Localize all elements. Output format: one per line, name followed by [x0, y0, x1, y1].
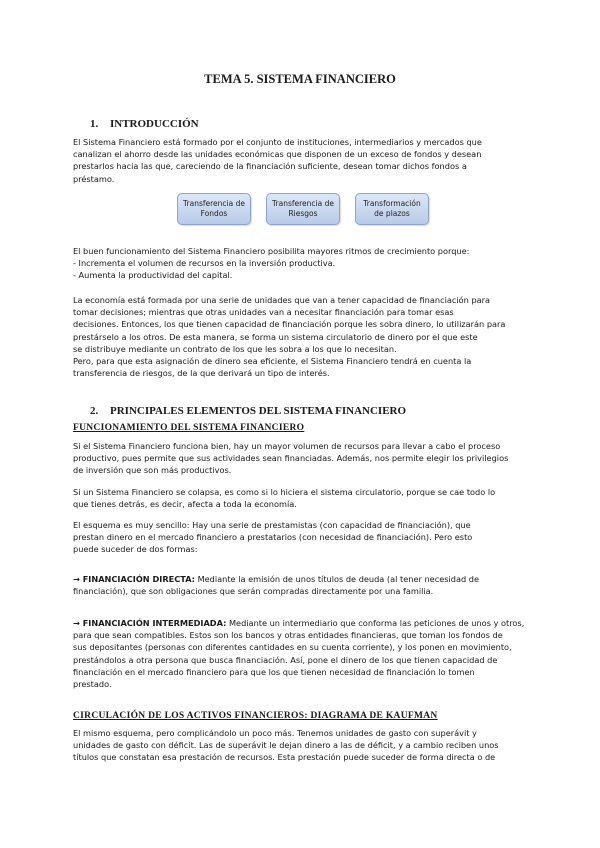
paragraph-good-functioning	[73, 440, 528, 477]
text-line: tomar decisiones; mientras que otras unidades van a necesitar financiación para tomar esas	[73, 307, 454, 318]
text-line: puede suceder de dos formas:	[73, 544, 198, 555]
text-line: préstamo.	[73, 173, 115, 184]
text-line: se distribuye mediante un contrato de los que les sobra a los que lo necesitan.	[73, 343, 397, 354]
list-item: - Incrementa el volumen de recursos en la inversión productiva.	[73, 258, 336, 269]
section-1-title: INTRODUCCIÓN	[110, 118, 199, 130]
text-line	[73, 573, 528, 585]
text-line: La economía está formada por una serie de unidades que van a tener capacidad de financiación para	[73, 295, 491, 305]
intermediate-financing-text: Mediante un intermediario que conforma las peticiones de unos y otros,	[226, 618, 525, 628]
text-line: de inversión que son más productivos.	[73, 465, 232, 476]
text-line: títulos que constatan esa prestación de recursos. Esta prestación puede suceder de forma directa o de	[73, 752, 496, 763]
section-1-heading	[90, 118, 199, 130]
text-line: para que sean compatibles. Estos son los bancos y otras entidades financieras, que toman los fondos de	[73, 630, 503, 641]
diagram-box-risk-transfer	[266, 193, 340, 225]
text-line: sus depositantes (personas con diferentes cantidades en su cuenta corriente), y los ponen en movimiento,	[73, 642, 512, 653]
text-line: decisiones. Entonces, los que tienen capacidad de financiación porque les sobra dinero, lo utilizarán para	[73, 319, 506, 330]
paragraph-intermediate-financing	[73, 617, 528, 690]
text-line: financiación en el mercado financiero para que los que tienen necesidad de financiación lo tomen	[73, 666, 475, 677]
text-line: prestárselo a los otros. De esta manera, se forma un sistema circulatorio de dinero por el que este	[73, 331, 478, 342]
text-line: El Sistema Financiero está formado por el conjunto de instituciones, intermediarios y mercados que	[73, 137, 482, 147]
diagram-box-term-transformation	[355, 193, 429, 225]
subheading-kaufman: CIRCULACIÓN DE LOS ACTIVOS FINANCIEROS: DIAGRAMA DE KAUFMAN	[73, 711, 438, 721]
direct-financing-text: Mediante la emisión de unos títulos de deuda (al tener necesidad de	[194, 574, 480, 584]
text-line: Pero, para que esta asignación de dinero sea eficiente, el Sistema Financiero tendrá en cuenta la	[73, 356, 472, 367]
section-1-number: 1.	[90, 118, 99, 130]
box-label-line: Riesgos	[288, 209, 318, 218]
text-line	[73, 617, 528, 629]
text-line: El esquema es muy sencillo: Hay una serie de prestamistas (con capacidad de financiación), que	[73, 520, 471, 530]
box-label-line: Fondos	[200, 209, 228, 218]
text-line: El mismo esquema, pero complicándolo un poco más. Tenemos unidades de gasto con superávit y	[73, 728, 477, 738]
paragraph-kaufman	[73, 727, 528, 764]
text-line: Si el Sistema Financiero funciona bien, hay un mayor volumen de recursos para llevar a cabo el proceso	[73, 441, 501, 451]
section-2-heading	[90, 405, 406, 417]
text-line: prestado.	[73, 679, 112, 690]
text-line: productivo, pues permite que sus actividades sean financiadas. Además, nos permite elegir los privilegios	[73, 453, 509, 464]
text-line: Si un Sistema Financiero se colapsa, es como si lo hiciera el sistema circulatorio, porque se cae todo lo	[73, 487, 496, 497]
economy-paragraph	[73, 294, 528, 379]
text-line: El buen funcionamiento del Sistema Financiero posibilita mayores ritmos de crecimiento porque:	[73, 246, 470, 256]
text-line: transferencia de riesgos, de la que derivará un tipo de interés.	[73, 368, 330, 379]
text-line: prestan dinero en el mercado financiero a prestatarios (con necesidad de financiación). Pero esto	[73, 532, 473, 543]
text-line: que tienes detrás, es decir, afecta a toda la economía.	[73, 499, 297, 510]
text-line: financiación), que son obligaciones que serán compradas directamente por una familia.	[73, 586, 434, 597]
document-title: TEMA 5. SISTEMA FINANCIERO	[204, 72, 396, 86]
section-2-title: PRINCIPALES ELEMENTOS DEL SISTEMA FINANCIERO	[110, 405, 407, 417]
paragraph-scheme	[73, 519, 528, 556]
subheading-functioning: FUNCIONAMIENTO DEL SISTEMA FINANCIERO	[73, 423, 305, 433]
box-label-line: de plazos	[374, 209, 410, 218]
text-line: canalizan el ahorro desde las unidades económicas que disponen de un exceso de fondos y desean	[73, 149, 482, 160]
text-line: prestarlos hacia las que, careciendo de la financiación suficiente, desean tomar dichos fondos a	[73, 161, 467, 172]
paragraph-collapse	[73, 486, 528, 510]
box-label-line: Transferencia de	[272, 199, 334, 208]
functioning-paragraph	[73, 245, 528, 282]
box-label-line: Transformación	[363, 199, 421, 208]
section-2-number: 2.	[90, 405, 99, 417]
direct-financing-label: → FINANCIACIÓN DIRECTA:	[73, 574, 195, 584]
text-line: prestándolos a otra persona que busca financiación. Así, pone el dinero de los que tienen capacidad de	[73, 654, 498, 665]
paragraph-direct-financing	[73, 573, 528, 597]
list-item: - Aumenta la productividad del capital.	[73, 270, 233, 281]
intermediate-financing-label: → FINANCIACIÓN INTERMEDIADA:	[73, 618, 227, 628]
box-label-line: Transferencia de	[183, 199, 245, 208]
intro-paragraph	[73, 136, 528, 185]
text-line: unidades de gasto con déficit. Las de superávit le dejan dinero a las de déficit, y a cambio reciben unos	[73, 740, 499, 751]
diagram-box-fund-transfer	[177, 193, 251, 225]
